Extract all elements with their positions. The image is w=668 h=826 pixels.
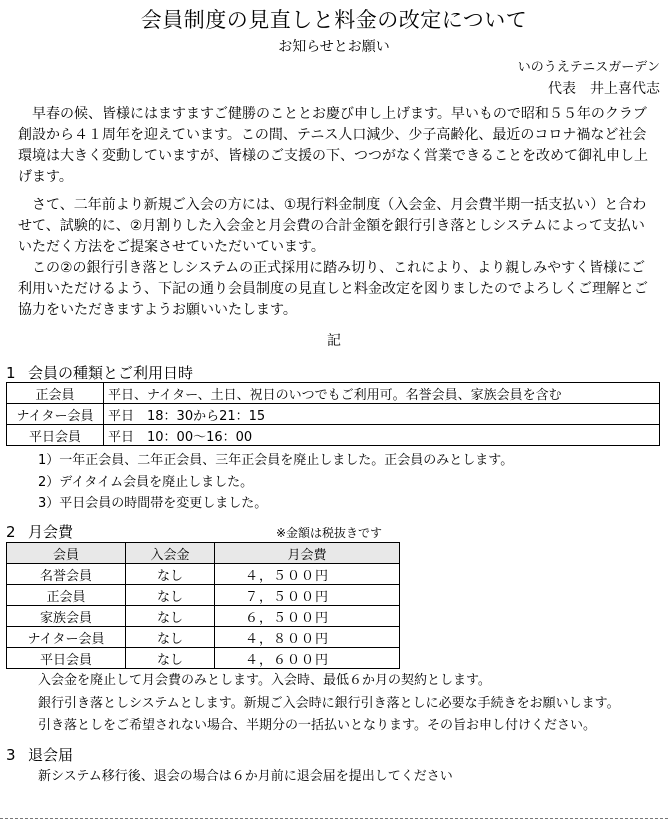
page-divider <box>0 818 668 819</box>
membership-types-table <box>6 382 660 446</box>
table-row <box>7 564 400 585</box>
monthly-fee-table <box>6 542 400 669</box>
section-title: 退会届 <box>28 746 74 764</box>
withdrawal-notice: 新システム移行後、退会の場合は６か月前に退会届を提出してください <box>38 769 453 784</box>
table-row <box>7 606 400 627</box>
entry-fee-cell: なし <box>126 606 215 627</box>
section-2-note: 銀行引き落としシステムとします。新規ご入会時に銀行引き落としに必要な手続きをお願いします。 <box>38 696 620 711</box>
column-header-entry-fee: 入会金 <box>126 543 215 564</box>
table-header-row <box>7 543 400 564</box>
table-row <box>7 648 400 669</box>
section-1-heading <box>6 362 193 383</box>
usage-time-cell: 平日 18：30から21：15 <box>104 404 660 425</box>
entry-fee-cell: なし <box>126 627 215 648</box>
member-type-cell: 名誉会員 <box>7 564 126 585</box>
member-type-cell: ナイター会員 <box>7 627 126 648</box>
member-type-cell: 平日会員 <box>7 648 126 669</box>
member-type-cell: 正会員 <box>7 383 104 404</box>
paragraph-revision: この②の銀行引き落としシステムの正式採用に踏み切り、これにより、より親しみやすく皆様にご利用いただけるよう、下記の通り会員制度の見直しと料金改定を図りましたのでよろしくご理解とご協力をいただきますようお願いいたします。 <box>18 260 648 318</box>
usage-time-cell: 平日、ナイター、土日、祝日のいつでもご利用可。名誉会員、家族会員を含む <box>104 383 660 404</box>
section-number: 3 <box>6 746 16 764</box>
column-header-member: 会員 <box>7 543 126 564</box>
table-row <box>7 383 660 404</box>
table-row <box>7 585 400 606</box>
section-1-note: 2）デイタイム会員を廃止しました。 <box>38 475 254 490</box>
paragraph-greeting: 早春の候、皆様にはますますご健勝のこととお慶び申し上げます。早いもので昭和５５年のクラブ創設から４１周年を迎えています。この間、テニス人口減少、少子高齢化、最近のコロナ禍など社会環境は大きく変動していますが、皆様のご支援の下、つつがなく営業できることを改めて御礼申し上げます。 <box>18 106 648 185</box>
member-type-cell: ナイター会員 <box>7 404 104 425</box>
page-title: 会員制度の見直しと料金の改定について <box>140 8 528 32</box>
table-row <box>7 425 660 446</box>
usage-time-cell: 平日 10：00～16：00 <box>104 425 660 446</box>
table-row <box>7 627 400 648</box>
monthly-fee-cell: ４，８００円 <box>215 627 400 648</box>
member-type-cell: 家族会員 <box>7 606 126 627</box>
entry-fee-cell: なし <box>126 564 215 585</box>
section-2-note: 入会金を廃止して月会費のみとします。入会時、最低６か月の契約とします。 <box>38 673 491 688</box>
section-2-heading <box>6 521 73 542</box>
paragraph-proposal: さて、二年前より新規ご入会の方には、①現行料金制度（入会金、月会費半期一括支払い）と合わせて、試験的に、②月割りした入会金と月会費の合計金額を銀行引き落としシステムによって支払いいただく方法をご提案させていただいています。 <box>18 197 647 255</box>
page-subtitle: お知らせとお願い <box>278 39 390 55</box>
monthly-fee-cell: ６，５００円 <box>215 606 400 627</box>
section-title: 月会費 <box>28 523 74 541</box>
member-type-cell: 正会員 <box>7 585 126 606</box>
entry-fee-cell: なし <box>126 585 215 606</box>
table-row <box>7 404 660 425</box>
entry-fee-cell: なし <box>126 648 215 669</box>
ki-marker: 記 <box>327 333 341 349</box>
section-1-note: 1）一年正会員、二年正会員、三年正会員を廃止しました。正会員のみとします。 <box>38 453 514 468</box>
section-1-note: 3）平日会員の時間帯を変更しました。 <box>38 496 268 511</box>
column-header-monthly-fee: 月会費 <box>215 543 400 564</box>
section-3-heading <box>6 744 73 765</box>
monthly-fee-cell: ４，５００円 <box>215 564 400 585</box>
monthly-fee-cell: ４，６００円 <box>215 648 400 669</box>
section-title: 会員の種類とご利用日時 <box>28 364 194 382</box>
section-number: 1 <box>6 364 16 382</box>
section-number: 2 <box>6 523 16 541</box>
section-2-note: 引き落としをご希望されない場合、半期分の一括払いとなります。その旨お申し付けください。 <box>38 718 596 733</box>
monthly-fee-cell: ７，５００円 <box>215 585 400 606</box>
tax-note: ※金額は税抜きです <box>276 526 383 540</box>
organization-name: いのうえテニスガーデン <box>517 60 660 75</box>
representative-name: 代表 井上喜代志 <box>548 81 660 97</box>
member-type-cell: 平日会員 <box>7 425 104 446</box>
